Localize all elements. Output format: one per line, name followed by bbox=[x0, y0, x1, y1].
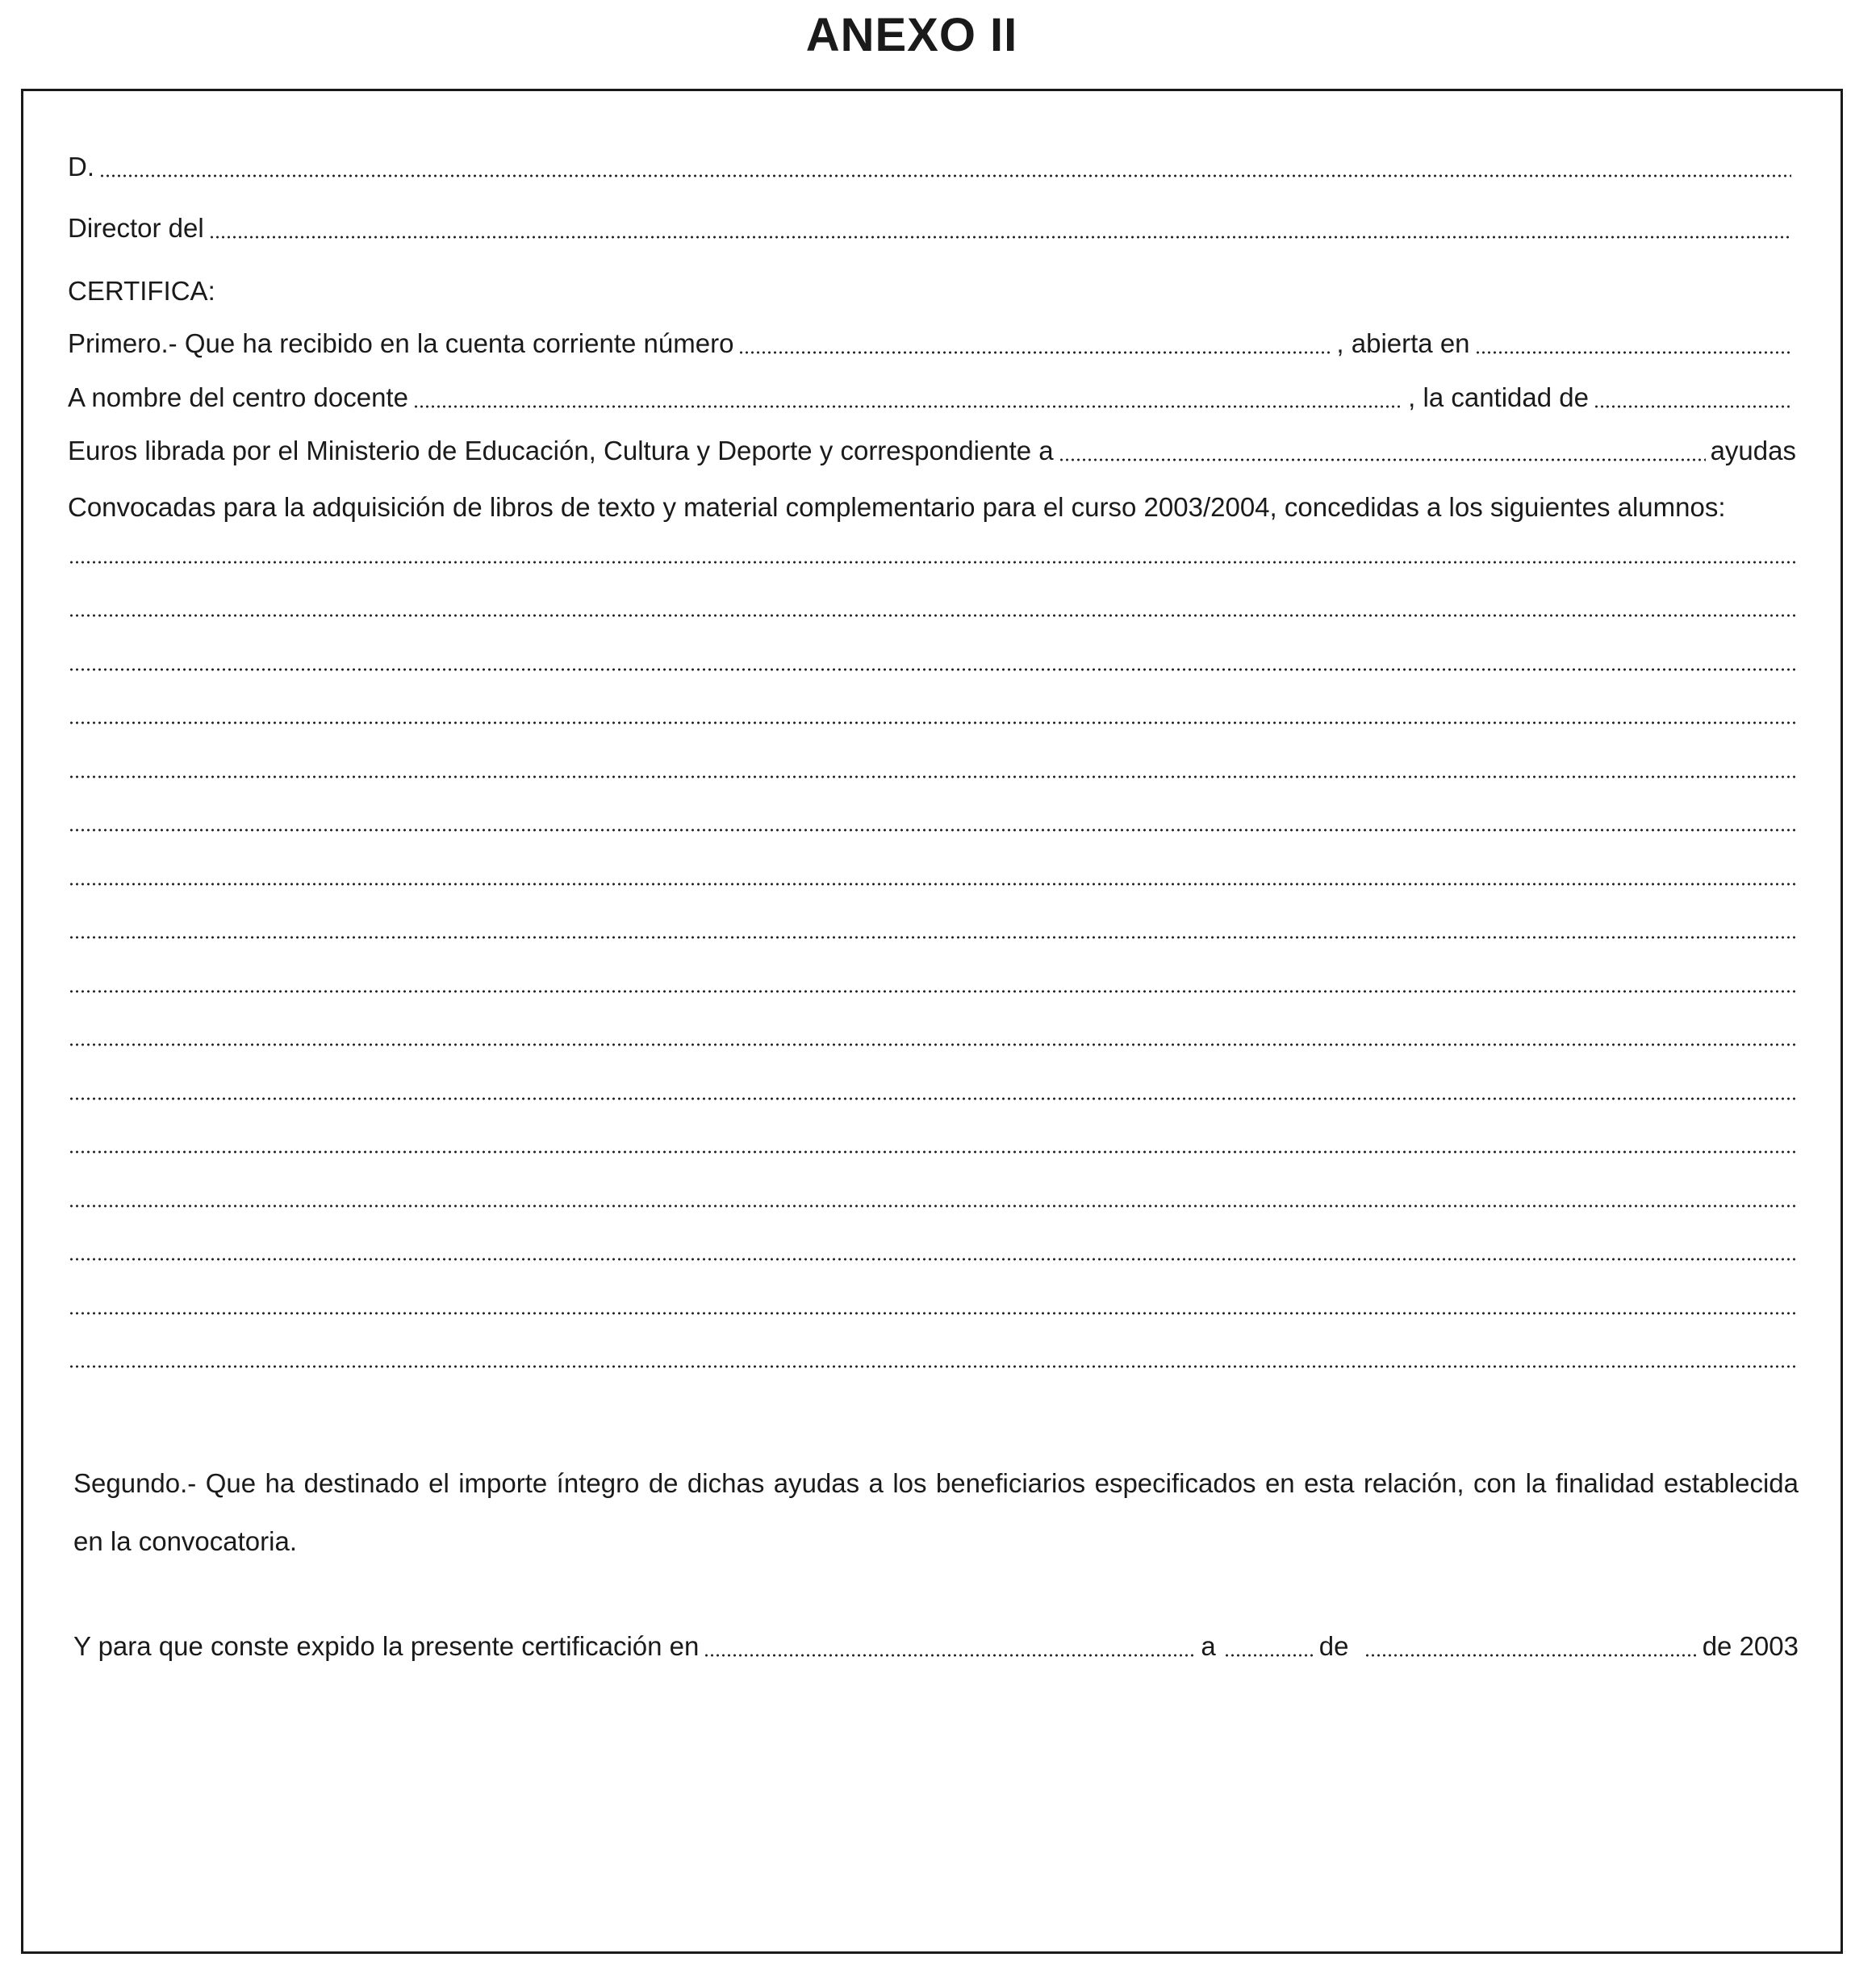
nombre-label: A nombre del centro docente bbox=[68, 382, 408, 412]
student-line[interactable] bbox=[69, 561, 1795, 564]
student-line[interactable] bbox=[69, 828, 1795, 832]
student-line[interactable] bbox=[69, 1043, 1795, 1046]
primero-label: Primero.- Que ha recibido en la cuenta corriente número bbox=[68, 328, 734, 358]
certifica-label: CERTIFICA: bbox=[68, 276, 215, 306]
place-field[interactable] bbox=[704, 1654, 1196, 1657]
student-line[interactable] bbox=[69, 990, 1795, 993]
day-field[interactable] bbox=[1224, 1654, 1314, 1657]
certifica-row bbox=[68, 269, 1796, 304]
cantidad-label: , la cantidad de bbox=[1408, 382, 1589, 412]
certificate-frame bbox=[21, 89, 1843, 1954]
closing-a-label: a bbox=[1201, 1631, 1216, 1661]
student-line[interactable] bbox=[69, 668, 1795, 671]
student-line[interactable] bbox=[69, 936, 1795, 939]
student-line[interactable] bbox=[69, 721, 1795, 724]
segundo-paragraph: Segundo.- Que ha destinado el importe íntegro de dichas ayudas a los beneficiarios especificados en esta relación, con la finalidad establecida en la convocatoria. bbox=[73, 1468, 1799, 1556]
bank-field[interactable] bbox=[1475, 351, 1791, 354]
school-name-field[interactable] bbox=[413, 405, 1403, 408]
month-field[interactable] bbox=[1364, 1654, 1697, 1657]
euros-label: Euros librada por el Ministerio de Educación, Cultura y Deporte y correspondiente a bbox=[68, 436, 1054, 465]
account-number-field[interactable] bbox=[738, 351, 1331, 354]
student-line[interactable] bbox=[69, 1204, 1795, 1208]
nombre-row bbox=[68, 375, 1796, 411]
director-row bbox=[68, 206, 1796, 241]
abierta-label: , abierta en bbox=[1336, 328, 1470, 358]
closing-year-label: de 2003 bbox=[1702, 1631, 1799, 1661]
student-line[interactable] bbox=[69, 1312, 1795, 1315]
ayudas-label: ayudas bbox=[1710, 436, 1796, 465]
d-row bbox=[68, 144, 1796, 180]
euros-row bbox=[68, 428, 1796, 464]
amount-field[interactable] bbox=[1594, 405, 1791, 408]
d-label: D. bbox=[68, 152, 94, 182]
convocadas-row bbox=[68, 485, 1796, 520]
closing-row bbox=[73, 1624, 1799, 1659]
closing-prefix: Y para que conste expido la presente certificación en bbox=[73, 1631, 700, 1661]
student-line[interactable] bbox=[69, 1258, 1795, 1261]
page-title: ANEXO II bbox=[805, 9, 1018, 61]
closing-de-label: de bbox=[1318, 1631, 1349, 1661]
director-field[interactable] bbox=[209, 236, 1791, 239]
primero-row bbox=[68, 321, 1796, 357]
student-line[interactable] bbox=[69, 1365, 1795, 1368]
ayudas-count-field[interactable] bbox=[1059, 458, 1706, 461]
student-line[interactable] bbox=[69, 883, 1795, 886]
student-line[interactable] bbox=[69, 614, 1795, 617]
convocadas-label: Convocadas para la adquisición de libros de texto y material complementario para el curso 2003/2004, concedidas a los siguientes alumnos: bbox=[68, 492, 1726, 522]
director-label: Director del bbox=[68, 213, 204, 243]
student-line[interactable] bbox=[69, 775, 1795, 778]
d-name-field[interactable] bbox=[99, 174, 1791, 177]
student-line[interactable] bbox=[69, 1150, 1795, 1154]
student-line[interactable] bbox=[69, 1097, 1795, 1100]
